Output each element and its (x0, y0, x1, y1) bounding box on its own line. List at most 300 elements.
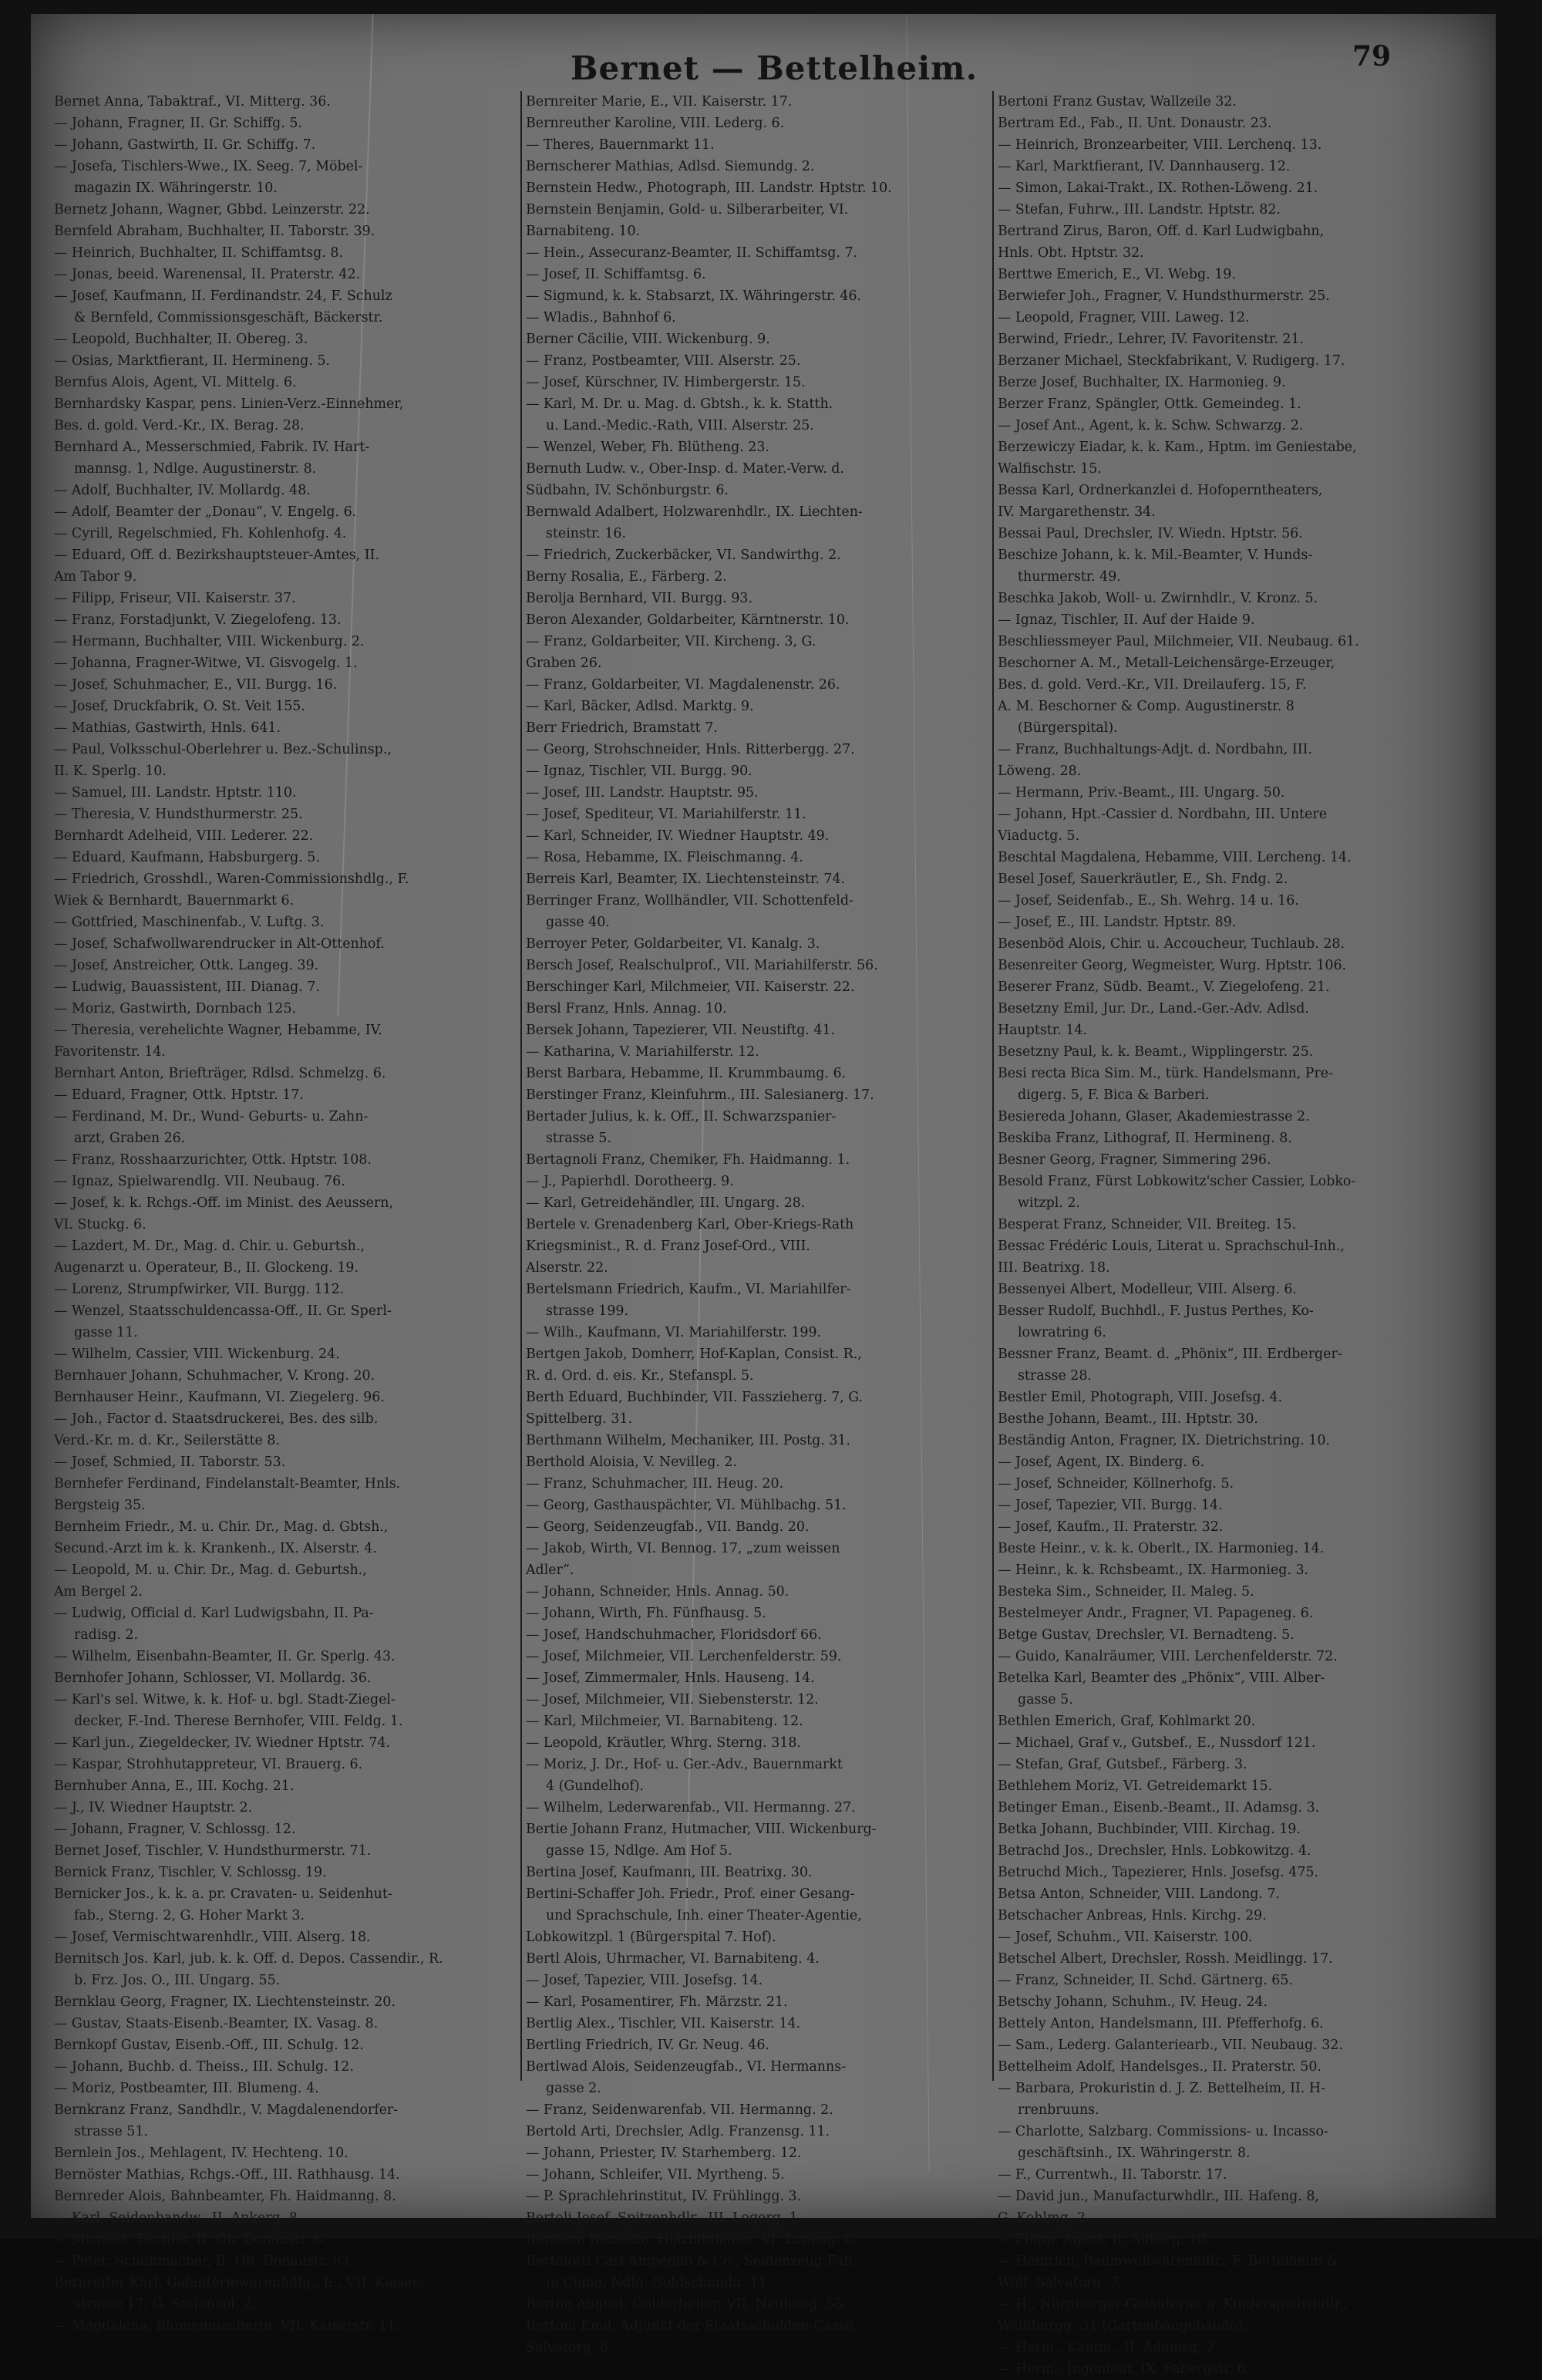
directory-entry: Löweng. 28. (998, 764, 1082, 779)
directory-entry: Bernhofer Johann, Schlosser, VI. Mollardg. 36. (54, 1670, 372, 1686)
directory-entry: — Herm., Ingenieur, IX. Fabergstr. 6. (998, 2361, 1251, 2377)
directory-entry: — Theresia, verehelichte Wagner, Hebamme, IV. (54, 1023, 382, 1038)
directory-entry: — Ludwig, Official d. Karl Ludwigsbahn, II. Pa- (54, 1606, 374, 1621)
directory-entry: R. d. Ord. d. eis. Kr., Stefanspl. 5. (526, 1368, 754, 1384)
directory-entry: Besthe Johann, Beamt., III. Hptstr. 30. (998, 1411, 1258, 1427)
directory-entry: Bernhart Anton, Briefträger, Rdlsd. Schmelzg. 6. (54, 1066, 386, 1081)
directory-entry: — Josef, Schneider, Köllnerhofg. 5. (998, 1476, 1234, 1492)
directory-entry: Salvatorg. 6. (526, 2340, 613, 2355)
directory-entry: — Franz, Buchhaltungs-Adjt. d. Nordbahn, III. (998, 742, 1313, 757)
directory-entry: Bessac Frédéric Louis, Literat u. Sprachschul-Inh., (998, 1239, 1345, 1254)
directory-entry: Bernhefer Ferdinand, Findelanstalt-Beamter, Hnls. (54, 1476, 401, 1492)
directory-entry: — Josef, Kaufmann, II. Ferdinandstr. 24, F. Schulz (54, 288, 392, 304)
directory-entry: Bertele v. Grenadenberg Karl, Ober-Kriegs-Rath (526, 1217, 854, 1232)
column-1 (54, 91, 517, 2334)
directory-entry: — Moriz, Gastwirth, Dornbach 125. (54, 1001, 297, 1016)
directory-entry: — Herm., Kaufm., II. Adamsg. 2. (998, 2340, 1219, 2355)
directory-entry: Besel Josef, Sauerkräutler, E., Sh. Fndg. 2. (998, 871, 1288, 887)
directory-entry: Bergsteig 35. (54, 1498, 146, 1513)
directory-entry: — Friedrich, Zuckerbäcker, VI. Sandwirthg. 2. (526, 548, 841, 563)
directory-entry: Bernhauser Heinr., Kaufmann, VI. Ziegelerg. 96. (54, 1390, 385, 1405)
directory-entry: — Leopold, Fragner, VIII. Laweg. 12. (998, 310, 1250, 325)
directory-entry-continuation: gasse 2. (546, 2081, 601, 2096)
directory-entry: — Karl, M. Dr. u. Mag. d. Gbtsh., k. k. Statth. (526, 396, 833, 412)
directory-entry: — Samuel, III. Landstr. Hptstr. 110. (54, 785, 297, 801)
directory-entry: Bertolotti Carl Ampeglio & Co., Seidenzeug-Fab. (526, 2254, 857, 2269)
directory-entry: — Josef, Kaufm., II. Praterstr. 32. (998, 1519, 1224, 1535)
directory-entry: Betsa Anton, Schneider, VIII. Landong. 7. (998, 1886, 1281, 1902)
directory-entry: — Josefa, Tischlers-Wwe., IX. Seeg. 7, Möbel- (54, 159, 363, 174)
directory-entry: — Moriz, J. Dr., Hof- u. Ger.-Adv., Bauernmarkt (526, 1757, 843, 1772)
directory-entry: Bethlen Emerich, Graf, Kohlmarkt 20. (998, 1714, 1256, 1729)
directory-entry: Bes. d. gold. Verd.-Kr., IX. Berag. 28. (54, 418, 305, 433)
directory-entry: Besetzny Emil, Jur. Dr., Land.-Ger.-Adv. Adlsd. (998, 1001, 1309, 1016)
directory-entry: IV. Margarethenstr. 34. (998, 504, 1156, 520)
directory-entry: Berthmann Wilhelm, Mechaniker, III. Postg. 31. (526, 1433, 850, 1448)
directory-entry: Bertoli Josef, Spitzenhdlr., III. Logerg. 1. (526, 2210, 803, 2226)
directory-entry: Bernhardt Adelheid, VIII. Lederer. 22. (54, 828, 314, 844)
directory-entry-continuation: (Bürgerspital). (1018, 720, 1118, 736)
directory-entry: Betruchd Mich., Tapezierer, Hnls. Josefsg. 475. (998, 1865, 1319, 1880)
directory-entry: Walfischstr. 15. (998, 461, 1102, 477)
page-title: Bernet — Bettelheim. (571, 49, 978, 87)
directory-entry: Bertie Johann Franz, Hutmacher, VIII. Wickenburg- (526, 1822, 877, 1837)
directory-entry: — P. Sprachlehrinstitut, IV. Frühlingg. 3. (526, 2189, 802, 2204)
directory-entry: — Gottfried, Maschinenfab., V. Luftg. 3. (54, 915, 325, 930)
directory-entry: Berzaner Michael, Steckfabrikant, V. Rudigerg. 17. (998, 353, 1345, 369)
directory-entry: — Hermann, Buchhalter, VIII. Wickenburg. 2. (54, 634, 365, 649)
directory-entry-continuation: radisg. 2. (74, 1627, 139, 1643)
directory-entry: — Guido, Kanalräumer, VIII. Lerchenfelderstr. 72. (998, 1649, 1338, 1664)
directory-entry: Bersl Franz, Hnls. Annag. 10. (526, 1001, 727, 1016)
directory-entry: Bernitsch Jos. Karl, jub. k. k. Off. d. Depos. Cassendir., R. (54, 1951, 443, 1967)
directory-entry: Bes. d. gold. Verd.-Kr., VII. Dreilauferg. 15, F. (998, 677, 1307, 693)
directory-entry: Bernwald Adalbert, Holzwarenhdlr., IX. Liechten- (526, 504, 863, 520)
directory-entry: Wiek & Bernhardt, Bauernmarkt 6. (54, 893, 295, 909)
directory-entry: — Magdalena, Blumenmacherin, VII. Kaiserstr. 11. (54, 2318, 400, 2334)
directory-entry: — Filipp, Agent, II. Ankerg. 10. (998, 2232, 1210, 2247)
directory-entry: — Josef, II. Schiffamtsg. 6. (526, 267, 706, 282)
directory-entry-continuation: gasse 11. (74, 1325, 138, 1340)
directory-entry-continuation: strasse 28. (1018, 1368, 1092, 1384)
directory-entry: — Stefan, Fuhrw., III. Landstr. Hptstr. 82. (998, 202, 1281, 217)
directory-entry-continuation: u. Land.-Medic.-Rath, VIII. Alserstr. 25. (546, 418, 814, 433)
directory-entry: — Heinrich, Baumwollwarenhdlr., F. Bettelheim & (998, 2254, 1339, 2269)
directory-entry-continuation: lowratring 6. (1018, 1325, 1106, 1340)
directory-entry-continuation: 4 (Gundelhof). (546, 1778, 645, 1794)
directory-entry-continuation: in Como, Ndlg. Goldschmidg. 11. (546, 2275, 772, 2291)
directory-entry: — Ignaz, Spielwarendlg. VII. Neubaug. 76. (54, 1174, 345, 1189)
directory-entry: Bestelmeyer Andr., Fragner, VI. Papageneg. 6. (998, 1606, 1314, 1621)
directory-entry: — Josef, Vermischtwarenhdlr., VIII. Alserg. 18. (54, 1930, 371, 1945)
directory-entry: — Wenzel, Weber, Fh. Blütheng. 23. (526, 440, 769, 455)
directory-entry: — Josef, Anstreicher, Ottk. Langeg. 39. (54, 958, 319, 973)
directory-entry: Bernscherer Mathias, Adlsd. Siemundg. 2. (526, 159, 815, 174)
directory-entry: Besner Georg, Fragner, Simmering 296. (998, 1152, 1271, 1168)
directory-entry: Bernklau Georg, Fragner, IX. Liechtensteinstr. 20. (54, 1994, 396, 2010)
directory-entry: II. K. Sperlg. 10. (54, 764, 167, 779)
directory-entry: — Josef, Milchmeier, VII. Siebensterstr. 12. (526, 1692, 819, 1707)
directory-entry: Bersch Josef, Realschulprof., VII. Mariahilferstr. 56. (526, 958, 878, 973)
directory-entry: Berringer Franz, Wollhändler, VII. Schottenfeld- (526, 893, 853, 909)
directory-entry: — Josef, Tapezier, VII. Burgg. 14. (998, 1498, 1223, 1513)
directory-entry: Bernhuber Anna, E., III. Kochg. 21. (54, 1778, 295, 1794)
directory-entry: — Hein., Assecuranz-Beamter, II. Schiffamtsg. 7. (526, 245, 858, 261)
directory-entry-continuation: b. Frz. Jos. O., III. Ungarg. 55. (74, 1973, 281, 1988)
directory-entry: — Josef, Agent, IX. Binderg. 6. (998, 1455, 1205, 1470)
directory-entry: Berolja Bernhard, VII. Burgg. 93. (526, 591, 752, 606)
directory-entry: Beschorner A. M., Metall-Leichensärge-Erzeuger, (998, 656, 1335, 671)
directory-entry: Bernet Josef, Tischler, V. Hundsthurmerstr. 71. (54, 1843, 372, 1859)
directory-entry: Berstinger Franz, Kleinfuhrm., III. Salesianerg. 17. (526, 1087, 874, 1103)
directory-entry: Berny Rosalia, E., Färberg. 2. (526, 569, 727, 585)
directory-entry: Bertlig Alex., Tischler, VII. Kaiserstr. 14. (526, 2016, 801, 2031)
directory-entry: Berwind, Friedr., Lehrer, IV. Favoritenstr. 21. (998, 332, 1305, 347)
directory-entry: — Mathias, Gastwirth, Hnls. 641. (54, 720, 281, 736)
directory-entry: Berzer Franz, Spängler, Ottk. Gemeindeg. 1. (998, 396, 1301, 412)
directory-entry: Favoritenstr. 14. (54, 1044, 166, 1060)
directory-entry-continuation: steinstr. 16. (546, 526, 626, 541)
directory-entry: — Franz, Goldarbeiter, VII. Kircheng. 3, G. (526, 634, 816, 649)
directory-entry-continuation: strasse 17, G. Stefanspl. 2. (74, 2297, 257, 2312)
directory-entry: Berzewiczy Eiadar, k. k. Kam., Hptm. im Geniestabe, (998, 440, 1357, 455)
directory-entry: Hnls. Obt. Hptstr. 32. (998, 245, 1144, 261)
directory-entry: — Josef, Milchmeier, VII. Lerchenfelderstr. 59. (526, 1649, 842, 1664)
directory-entry: G. Kohlmg. 2. (998, 2210, 1090, 2226)
page-header (31, 35, 1496, 89)
directory-entry: Bethlehem Moriz, VI. Getreidemarkt 15. (998, 1778, 1273, 1794)
directory-entry: — Josef, Handschuhmacher, Floridsdorf 66. (526, 1627, 822, 1643)
directory-entry: Berst Barbara, Hebamme, II. Krummbaumg. 6. (526, 1066, 847, 1081)
directory-entry: — Kaspar, Strohhutappreteur, VI. Brauerg. 6. (54, 1757, 363, 1772)
directory-entry: Besser Rudolf, Buchhdl., F. Justus Perthes, Ko- (998, 1303, 1314, 1319)
directory-entry: Betelka Karl, Beamter des „Phönix“, VIII. Alber- (998, 1670, 1325, 1686)
directory-entry: Bernreiter Marie, E., VII. Kaiserstr. 17. (526, 94, 793, 110)
directory-entry: Bernstein Hedw., Photograph, III. Landstr. Hptstr. 10. (526, 180, 892, 196)
directory-entry-continuation: magazin IX. Währingerstr. 10. (74, 180, 278, 196)
directory-entry: — Jonas, beeid. Warenensal, II. Praterstr. 42. (54, 267, 361, 282)
directory-entry: — Joh., Factor d. Staatsdruckerei, Bes. des silb. (54, 1411, 379, 1427)
directory-entry: — Karl, Schneider, IV. Wiedner Hauptstr. 49. (526, 828, 830, 844)
directory-entry-continuation: strasse 5. (546, 1131, 611, 1146)
directory-entry: — Josef, Schmied, II. Taborstr. 53. (54, 1455, 286, 1470)
directory-entry: Bertina Josef, Kaufmann, III. Beatrixg. 30. (526, 1865, 813, 1880)
directory-entry: — Simon, Lakai-Trakt., IX. Rothen-Löweng. 21. (998, 180, 1318, 196)
directory-entry: Adler“. (526, 1563, 574, 1578)
directory-entry: Weihburgg. 31 (Gartenbaugebäude). (998, 2318, 1247, 2334)
directory-entry: Berthold Aloisia, V. Nevilleg. 2. (526, 1455, 737, 1470)
directory-entry: — Johann, Hpt.-Cassier d. Nordbahn, III. Untere (998, 807, 1327, 822)
directory-entry: Bertgen Jakob, Domherr, Hof-Kaplan, Consist. R., (526, 1347, 862, 1362)
directory-entry: — Leopold, Kräutler, Whrg. Sterng. 318. (526, 1735, 801, 1751)
directory-entry: Verd.-Kr. m. d. Kr., Seilerstätte 8. (54, 1433, 280, 1448)
directory-entry: Besi recta Bica Sim. M., türk. Handelsmann, Pre- (998, 1066, 1333, 1081)
directory-entry: — Josef, k. k. Rchgs.-Off. im Minist. des Aeussern, (54, 1195, 393, 1211)
directory-entry: — Jakob, Wirth, VI. Bennog. 17, „zum weissen (526, 1541, 840, 1556)
directory-entry: Bernkopf Gustav, Eisenb.-Off., III. Schulg. 12. (54, 2038, 364, 2053)
directory-entry-continuation: digerg. 5, F. Bica & Barberi. (1018, 1087, 1210, 1103)
directory-entry: Südbahn, IV. Schönburgstr. 6. (526, 483, 729, 498)
directory-entry: Bernicker Jos., k. k. a. pr. Cravaten- u. Seidenhut- (54, 1886, 392, 1902)
directory-entry: Besiereda Johann, Glaser, Akademiestrasse 2. (998, 1109, 1310, 1124)
directory-entry: Bessai Paul, Drechsler, IV. Wiedn. Hptstr. 56. (998, 526, 1303, 541)
directory-entry: Bernhard A., Messerschmied, Fabrik. IV. Hart- (54, 440, 370, 455)
directory-entry: — Franz, Seidenwarenfab. VII. Hermanng. 2. (526, 2102, 833, 2118)
directory-entry-continuation: witzpl. 2. (1018, 1195, 1080, 1211)
directory-entry: Bernetz Johann, Wagner, Gbbd. Leinzerstr. 22. (54, 202, 370, 217)
directory-entry: — Johanna, Fragner-Witwe, VI. Gisvogelg. 1. (54, 656, 358, 671)
directory-entry: Bernuth Ludw. v., Ober-Insp. d. Mater.-Verw. d. (526, 461, 844, 477)
directory-entry: Betge Gustav, Drechsler, VI. Bernadteng. 5. (998, 1627, 1295, 1643)
directory-entry: — David jun., Manufacturwhdlr., III. Hafeng. 8, (998, 2189, 1319, 2204)
directory-entry: Bernreder Alois, Bahnbeamter, Fh. Haidmanng. 8. (54, 2189, 396, 2204)
directory-entry: — Johann, Schleifer, VII. Myrtheng. 5. (526, 2167, 785, 2183)
directory-entry: — Cyrill, Regelschmied, Fh. Kohlenhofg. 4. (54, 526, 347, 541)
directory-entry: Bertader Julius, k. k. Off., II. Schwarzspanier- (526, 1109, 837, 1124)
directory-entry: Bernöster Mathias, Rchgs.-Off., III. Rathhausg. 14. (54, 2167, 400, 2183)
directory-entry: Betschel Albert, Drechsler, Rossh. Meidlingg. 17. (998, 1951, 1333, 1967)
directory-entry: Betschacher Anbreas, Hnls. Kirchg. 29. (998, 1908, 1267, 1923)
directory-columns (54, 91, 1473, 2377)
directory-entry: Bertold Arti, Drechsler, Adlg. Franzensg. 11. (526, 2124, 830, 2139)
directory-entry: — F., Currentwh., II. Taborstr. 17. (998, 2167, 1227, 2183)
directory-entry: — Gustav, Staats-Eisenb.-Beamter, IX. Vasag. 8. (54, 2016, 379, 2031)
directory-entry-continuation: gasse 15, Ndlge. Am Hof 5. (546, 1843, 732, 1859)
directory-entry: — Georg, Strohschneider, Hnls. Ritterbergg. 27. (526, 742, 855, 757)
directory-entry: — Hermann, Priv.-Beamt., III. Ungarg. 50. (998, 785, 1285, 801)
directory-entry: — Johann, Fragner, II. Gr. Schiffg. 5. (54, 116, 302, 131)
directory-entry: — H., Nürnberger-Galanterie- u. Kinderspielwhdlr., (998, 2297, 1348, 2312)
directory-entry: — Josef, Schafwollwarendrucker in Alt-Ottenhof. (54, 936, 385, 952)
directory-entry: — Josef, Seidenfab., E., Sh. Wehrg. 14 u. 16. (998, 893, 1299, 909)
directory-entry: Beskiba Franz, Lithograf, II. Hermineng. 8. (998, 1131, 1292, 1146)
directory-entry: — Eduard, Fragner, Ottk. Hptstr. 17. (54, 1087, 304, 1103)
directory-entry: Berroyer Peter, Goldarbeiter, VI. Kanalg. 3. (526, 936, 820, 952)
directory-entry: — Franz, Rosshaarzurichter, Ottk. Hptstr. 108. (54, 1152, 372, 1168)
directory-entry: — Rosa, Hebamme, IX. Fleischmanng. 4. (526, 850, 803, 865)
directory-entry: Bertrand Zirus, Baron, Off. d. Karl Ludwigbahn, (998, 224, 1325, 239)
directory-entry: — Adolf, Buchhalter, IV. Mollardg. 48. (54, 483, 311, 498)
directory-entry: — Karl, Seidenbandw., II. Ankerg. 8. (54, 2210, 302, 2226)
directory-entry: — Lazdert, M. Dr., Mag. d. Chir. u. Geburtsh., (54, 1239, 365, 1254)
directory-entry: — Wilhelm, Cassier, VIII. Wickenburg. 24. (54, 1347, 340, 1362)
directory-entry: — Friedrich, Grosshdl., Waren-Commissionshdlg., F. (54, 871, 409, 887)
column-divider (520, 91, 522, 2081)
directory-entry: — Theresia, V. Hundsthurmerstr. 25. (54, 807, 303, 822)
directory-entry: — Ferdinand, M. Dr., Wund- Geburts- u. Zahn- (54, 1109, 369, 1124)
directory-entry: — Josef, Schuhmacher, E., VII. Burgg. 16. (54, 677, 338, 693)
directory-entry: — Leopold, Buchhalter, II. Obereg. 3. (54, 332, 308, 347)
directory-entry: — Osias, Marktfierant, II. Hermineng. 5. (54, 353, 330, 369)
directory-entry: Besold Franz, Fürst Lobkowitz'scher Cassier, Lobko- (998, 1174, 1356, 1189)
directory-entry: — Eduard, Kaufmann, Habsburgerg. 5. (54, 850, 320, 865)
directory-entry: — Ignaz, Tischler, VII. Burgg. 90. (526, 764, 752, 779)
directory-entry: Bernstein Benjamin, Gold- u. Silberarbeiter, VI. (526, 202, 849, 217)
directory-entry: — Karl jun., Ziegeldecker, IV. Wiedner Hptstr. 74. (54, 1735, 391, 1751)
directory-entry: Bernick Franz, Tischler, V. Schlossg. 19. (54, 1865, 327, 1880)
directory-entry: — Moriz, Postbeamter, III. Blumeng. 4. (54, 2081, 319, 2096)
directory-entry: Bettelheim Adolf, Handelsges., II. Praterstr. 50. (998, 2059, 1321, 2075)
directory-entry-continuation: gasse 40. (546, 915, 610, 930)
directory-entry: Besperat Franz, Schneider, VII. Breiteg. 15. (998, 1217, 1297, 1232)
directory-entry: Berschinger Karl, Milchmeier, VII. Kaiserstr. 22. (526, 979, 855, 995)
column-divider (992, 91, 994, 2081)
directory-entry-continuation: und Sprachschule, Inh. einer Theater-Agentie, (546, 1908, 862, 1923)
directory-entry: — Johann, Gastwirth, II. Gr. Schiffg. 7. (54, 137, 316, 153)
directory-entry: Bertoni Emil, Adjunkt der Staatsschulden-Casse, (526, 2318, 858, 2334)
directory-entry: III. Beatrixg. 18. (998, 1260, 1110, 1276)
directory-entry: Bernhauer Johann, Schuhmacher, V. Krong. 20. (54, 1368, 375, 1384)
column-2 (526, 91, 988, 2355)
directory-entry: Lobkowitzpl. 1 (Bürgerspital 7. Hof). (526, 1930, 776, 1945)
directory-entry: — Josef, E., III. Landstr. Hptstr. 89. (998, 915, 1237, 930)
directory-entry: Berttwe Emerich, E., VI. Webg. 19. (998, 267, 1236, 282)
directory-entry: — Lorenz, Strumpfwirker, VII. Burgg. 112. (54, 1282, 345, 1297)
directory-entry: — Wladis., Bahnhof 6. (526, 310, 676, 325)
directory-entry: — Michael, Graf v., Gutsbef., E., Nussdorf 121. (998, 1735, 1316, 1751)
directory-entry: — Josef, Spediteur, VI. Mariahilferstr. 11. (526, 807, 806, 822)
directory-entry: Bestler Emil, Photograph, VIII. Josefsg. 4. (998, 1390, 1283, 1405)
directory-entry: Betka Johann, Buchbinder, VIII. Kirchag. 19. (998, 1822, 1301, 1837)
directory-entry: Am Bergel 2. (54, 1584, 143, 1600)
directory-entry: Beständig Anton, Fragner, IX. Dietrichstring. 10. (998, 1433, 1330, 1448)
directory-entry: — Johann, Buchb. d. Theiss., III. Schulg. 12. (54, 2059, 354, 2075)
directory-entry: — Josef, Druckfabrik, O. St. Veit 155. (54, 699, 305, 714)
directory-entry: — Wenzel, Staatsschuldencassa-Off., II. Gr. Sperl- (54, 1303, 392, 1319)
directory-entry: Betrachd Jos., Drechsler, Hnls. Lobkowitzg. 4. (998, 1843, 1311, 1859)
directory-entry: — J., IV. Wiedner Hauptstr. 2. (54, 1800, 253, 1815)
directory-entry-continuation: rrenbruuns. (1018, 2102, 1099, 2118)
directory-entry: — Johann, Priester, IV. Starhemberg. 12. (526, 2146, 802, 2161)
directory-entry: — Franz, Schneider, II. Schd. Gärtnerg. 65. (998, 1973, 1293, 1988)
directory-entry: Beste Heinr., v. k. k. Oberlt., IX. Harmonieg. 14. (998, 1541, 1325, 1556)
directory-entry: Beserer Franz, Südb. Beamt., V. Ziegelofeng. 21. (998, 979, 1330, 995)
directory-entry: — Franz, Postbeamter, VIII. Alserstr. 25. (526, 353, 801, 369)
directory-entry: — Johann, Wirth, Fh. Fünfhausg. 5. (526, 1606, 766, 1621)
directory-entry: Bertoni Franz Gustav, Wallzeile 32. (998, 94, 1237, 110)
directory-entry: — Wilhelm, Eisenbahn-Beamter, II. Gr. Sperlg. 43. (54, 1649, 396, 1664)
directory-entry: — Wilh., Kaufmann, VI. Mariahilferstr. 199. (526, 1325, 822, 1340)
directory-entry: Viaductg. 5. (998, 828, 1080, 844)
column-3 (998, 91, 1460, 2377)
directory-entry: Berton August, Goldarbeiter, VII. Neubaug. 55. (526, 2297, 847, 2312)
directory-entry: Besetzny Paul, k. k. Beamt., Wipplingerstr. 25. (998, 1044, 1314, 1060)
directory-entry: A. M. Beschorner & Comp. Augustinerstr. 8 (998, 699, 1295, 714)
directory-entry: Bertling Friedrich, IV. Gr. Neug. 46. (526, 2038, 769, 2053)
directory-entry: — Josef, Schuhm., VII. Kaiserstr. 100. (998, 1930, 1253, 1945)
directory-entry: Bertagnoli Franz, Chemiker, Fh. Haidmanng. 1. (526, 1152, 850, 1168)
directory-entry: — Filipp, Friseur, VII. Kaiserstr. 37. (54, 591, 296, 606)
directory-entry: — J., Papierhdl. Dorotheerg. 9. (526, 1174, 734, 1189)
directory-entry: — Adolf, Beamter der „Donau“, V. Engelg. 6. (54, 504, 357, 520)
directory-entry-continuation: arzt, Graben 26. (74, 1131, 186, 1146)
directory-entry: Bernheim Friedr., M. u. Chir. Dr., Mag. d. Gbtsh., (54, 1519, 389, 1535)
directory-entry: — Charlotte, Salzbarg. Commissions- u. Incasso- (998, 2124, 1328, 2139)
directory-entry: Augenarzt u. Operateur, B., II. Glockeng. 19. (54, 1260, 359, 1276)
directory-entry: Bertini-Schaffer Joh. Friedr., Prof. einer Gesang- (526, 1886, 855, 1902)
directory-entry: Besteka Sim., Schneider, II. Maleg. 5. (998, 1584, 1254, 1600)
directory-entry: — Franz, Forstadjunkt, V. Ziegelofeng. 13. (54, 612, 342, 628)
directory-entry-continuation: strasse 51. (74, 2124, 148, 2139)
directory-entry: — Stefan, Graf, Gutsbef., Färberg. 3. (998, 1757, 1247, 1772)
directory-entry: — Ignaz, Tischler, II. Auf der Haide 9. (998, 612, 1255, 628)
directory-entry: Spittelberg. 31. (526, 1411, 633, 1427)
directory-entry-continuation: & Bernfeld, Commissionsgeschäft, Bäckerstr. (74, 310, 383, 325)
directory-entry: Wolf, Salvatorg. 7. (998, 2275, 1123, 2291)
directory-entry: Bernfeld Abraham, Buchhalter, II. Taborstr. 39. (54, 224, 375, 239)
directory-entry: Bessner Franz, Beamt. d. „Phönix“, III. Erdberger- (998, 1347, 1342, 1362)
directory-entry: Berreis Karl, Beamter, IX. Liechtensteinstr. 74. (526, 871, 846, 887)
directory-entry: Bertolini Romedio, Holzbildhauer, VI. Linieng. 6. (526, 2232, 857, 2247)
directory-entry: — Karl, Posamentirer, Fh. Märzstr. 21. (526, 1994, 788, 2010)
directory-entry: Berth Eduard, Buchbinder, VII. Fasszieherg. 7, G. (526, 1390, 864, 1405)
directory-entry: Bessenyei Albert, Modelleur, VIII. Alserg. 6. (998, 1282, 1297, 1297)
directory-entry: — Paul, Volksschul-Oberlehrer u. Bez.-Schulinsp., (54, 742, 392, 757)
directory-entry: — Katharina, V. Mariahilferstr. 12. (526, 1044, 759, 1060)
directory-entry-continuation: geschäftsinh., IX. Währingerstr. 8. (1018, 2146, 1251, 2161)
directory-entry: — Georg, Seidenzeugfab., VII. Bandg. 20. (526, 1519, 810, 1535)
directory-entry: — Josef, III. Landstr. Hauptstr. 95. (526, 785, 759, 801)
directory-entry-continuation: fab., Sterng. 2, G. Hoher Markt 3. (74, 1908, 305, 1923)
directory-entry: Besenböd Alois, Chir. u. Accoucheur, Tuchlaub. 28. (998, 936, 1345, 952)
directory-entry: Berr Friedrich, Bramstatt 7. (526, 720, 718, 736)
directory-entry: — Wilhelm, Lederwarenfab., VII. Hermanng. 27. (526, 1800, 856, 1815)
directory-entry: Hauptstr. 14. (998, 1023, 1087, 1038)
directory-entry: — Karl's sel. Witwe, k. k. Hof- u. bgl. Stadt-Ziegel- (54, 1692, 396, 1707)
directory-entry: Graben 26. (526, 656, 602, 671)
directory-entry: Bernkranz Franz, Sandhdlr., V. Magdalenendorfer- (54, 2102, 399, 2118)
directory-entry: — Michael, Tischler, II. Ob. Donaustr. 6. (54, 2232, 327, 2247)
directory-entry: — Heinrich, Bronzearbeiter, VIII. Lerchenq. 13. (998, 137, 1322, 153)
directory-entry: Berwiefer Joh., Fragner, V. Hundsthurmerstr. 25. (998, 288, 1330, 304)
directory-entry: — Heinr., k. k. Rchsbeamt., IX. Harmonieg. 3. (998, 1563, 1309, 1578)
directory-entry-continuation: thurmerstr. 49. (1018, 569, 1121, 585)
directory-entry: — Johann, Fragner, V. Schlossg. 12. (54, 1822, 296, 1837)
directory-entry: Beschize Johann, k. k. Mil.-Beamter, V. Hunds- (998, 548, 1313, 563)
directory-entry: Bertlwad Alois, Seidenzeugfab., VI. Hermanns- (526, 2059, 846, 2075)
directory-entry: Am Tabor 9. (54, 569, 137, 585)
directory-entry: — Karl, Getreidehändler, III. Ungarg. 28. (526, 1195, 806, 1211)
directory-entry: Beschtal Magdalena, Hebamme, VIII. Lercheng. 14. (998, 850, 1352, 865)
page-number: 79 (1352, 40, 1392, 72)
directory-entry: — Josef Ant., Agent, k. k. Schw. Schwarzg. 2. (998, 418, 1304, 433)
directory-entry: Bernfus Alois, Agent, VI. Mittelg. 6. (54, 375, 297, 390)
directory-entry: Betschy Johann, Schuhm., IV. Heug. 24. (998, 1994, 1268, 2010)
directory-entry: — Sam., Lederg. Galanteriearb., VII. Neubaug. 32. (998, 2038, 1343, 2053)
directory-entry: Kriegsminist., R. d. Franz Josef-Ord., VIII. (526, 1239, 810, 1254)
directory-entry: — Josef, Tapezier, VIII. Josefsg. 14. (526, 1973, 763, 1988)
directory-entry: Bernreuther Karoline, VIII. Lederg. 6. (526, 116, 785, 131)
directory-entry: VI. Stuckg. 6. (54, 1217, 146, 1232)
directory-entry: — Johann, Schneider, Hnls. Annag. 50. (526, 1584, 790, 1600)
directory-entry: Bertram Ed., Fab., II. Unt. Donaustr. 23. (998, 116, 1272, 131)
directory-entry: — Franz, Goldarbeiter, VI. Magdalenenstr. 26. (526, 677, 840, 693)
directory-entry: Bettely Anton, Handelsmann, III. Pfefferhofg. 6. (998, 2016, 1324, 2031)
directory-entry: Bertelsmann Friedrich, Kaufm., VI. Mariahilfer- (526, 1282, 851, 1297)
directory-entry: — Barbara, Prokuristin d. J. Z. Bettelheim, II. H- (998, 2081, 1325, 2096)
directory-entry: — Ludwig, Bauassistent, III. Dianag. 7. (54, 979, 320, 995)
directory-entry: Bernreiter Karl, Galanteriewarenhdlg., E., VII. Kaiser- (54, 2275, 423, 2291)
directory-entry: Bersek Johann, Tapezierer, VII. Neustiftg. 41. (526, 1023, 836, 1038)
directory-entry: — Peter, Schuhmacher, II. Ob. Donaustr. 93. (54, 2254, 355, 2269)
directory-entry: — Josef, Zimmermaler, Hnls. Hauseng. 14. (526, 1670, 815, 1686)
directory-entry: Besenreiter Georg, Wegmeister, Wurg. Hptstr. 106. (998, 958, 1347, 973)
directory-entry: — Eduard, Off. d. Bezirkshauptsteuer-Amtes, II. (54, 548, 379, 563)
directory-entry: Bernet Anna, Tabaktraf., VI. Mitterg. 36. (54, 94, 331, 110)
directory-entry-continuation: strasse 199. (546, 1303, 628, 1319)
directory-entry: Betinger Eman., Eisenb.-Beamt., II. Adamsg. 3. (998, 1800, 1320, 1815)
directory-page (31, 14, 1496, 2377)
